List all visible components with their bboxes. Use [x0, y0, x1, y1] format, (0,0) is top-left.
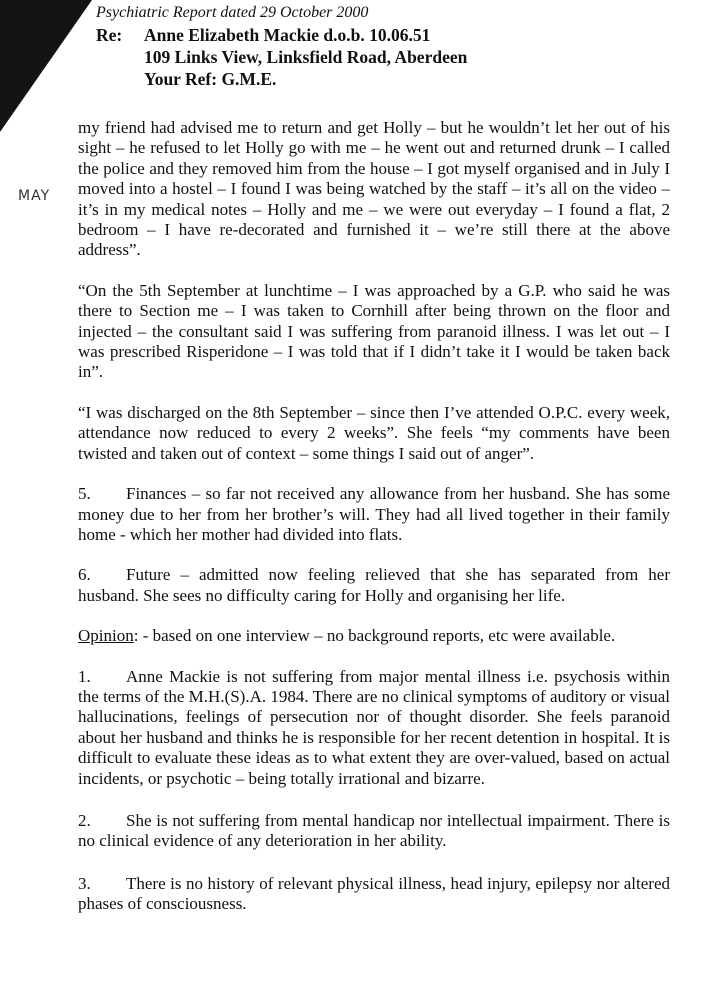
opinion-point-1 — [78, 667, 670, 789]
report-date: Psychiatric Report dated 29 October 2000 — [96, 4, 369, 21]
paragraph-quote-3: “I was discharged on the 8th September – since then I’ve attended O.P.C. every week, attendance now reduced to every 2 weeks”. She feels “my comments have been twisted and taken out of context – some things I said out of anger”. — [78, 402, 670, 463]
paragraph-quote-1: my friend had advised me to return and get Holly – but he wouldn’t let her out of his sight – he refused to let Holly go with me – he went out and returned drunk – I called the police and they removed him from the house – I got myself organised and in July I moved into a hostel – I found I was being watched by the staff – it’s all on the video – it’s in my medical notes – Holly and me – we were out everyday – I found a flat, 2 bedroom – I have re-decorated and furnished it – we’re still there at the above address”. — [78, 118, 670, 260]
subject-name-line — [96, 24, 696, 46]
point-text: Anne Mackie is not suffering from major mental illness i.e. psychosis within the terms of the M.H.(S).A. 1984. There are no clinical symptoms of auditory or visual hallucinations, feelings of persecution nor of thought disorder. She feels paranoid about her husband and thinks he is responsible for her recent detention in hospital. It is difficult to evaluate these ideas as to what extent they are over-valued, based on actual incidents, or psychotic – being totally irrational and bizarre. — [78, 666, 670, 788]
subject-name: Anne Elizabeth Mackie d.o.b. 10.06.51 — [144, 25, 431, 45]
handwritten-margin-note: MAY — [18, 188, 51, 204]
report-body — [78, 118, 670, 935]
paragraph-quote-2: “On the 5th September at lunchtime – I was approached by a G.P. who said he was there to Section me – I was taken to Cornhill after being thrown on the floor and injected – the consultant said I was suffering from paranoid illness. I was let out – I was prescribed Risperidone – I was told that if I didn’t take it I would be taken back in”. — [78, 280, 670, 382]
point-number: 1. — [78, 666, 91, 686]
re-label: Re: — [96, 25, 123, 45]
reference-line: Your Ref: G.M.E. — [144, 69, 277, 89]
subject-address: 109 Links View, Linksfield Road, Aberdeen — [144, 47, 468, 67]
point-text: There is no history of relevant physical illness, head injury, epilepsy nor altered phases of consciousness. — [78, 873, 670, 914]
section-future — [78, 565, 670, 606]
opinion-point-3 — [78, 874, 670, 915]
opinion-point-2 — [78, 811, 670, 852]
point-number: 3. — [78, 873, 91, 893]
section-text: Finances – so far not received any allowance from her husband. She has some money due to her from her brother’s will. They had all lived together in their family home - which her mother had divided into flats. — [78, 484, 670, 544]
point-text: She is not suffering from mental handicap nor intellectual impairment. There is no clinical evidence of any deterioration in her ability. — [78, 810, 670, 851]
report-header — [96, 2, 696, 90]
section-number: 6. — [78, 565, 91, 585]
section-finances — [78, 484, 670, 545]
opinion-intro: : - based on one interview – no background reports, etc were available. — [133, 626, 616, 646]
opinion-heading — [78, 626, 670, 646]
point-number: 2. — [78, 810, 91, 830]
section-text: Future – admitted now feeling relieved that she has separated from her husband. She sees no difficulty caring for Holly and organising her life. — [78, 565, 670, 605]
scan-corner-shadow — [0, 0, 92, 132]
opinion-label: Opinion — [78, 626, 134, 646]
section-number: 5. — [78, 484, 91, 504]
